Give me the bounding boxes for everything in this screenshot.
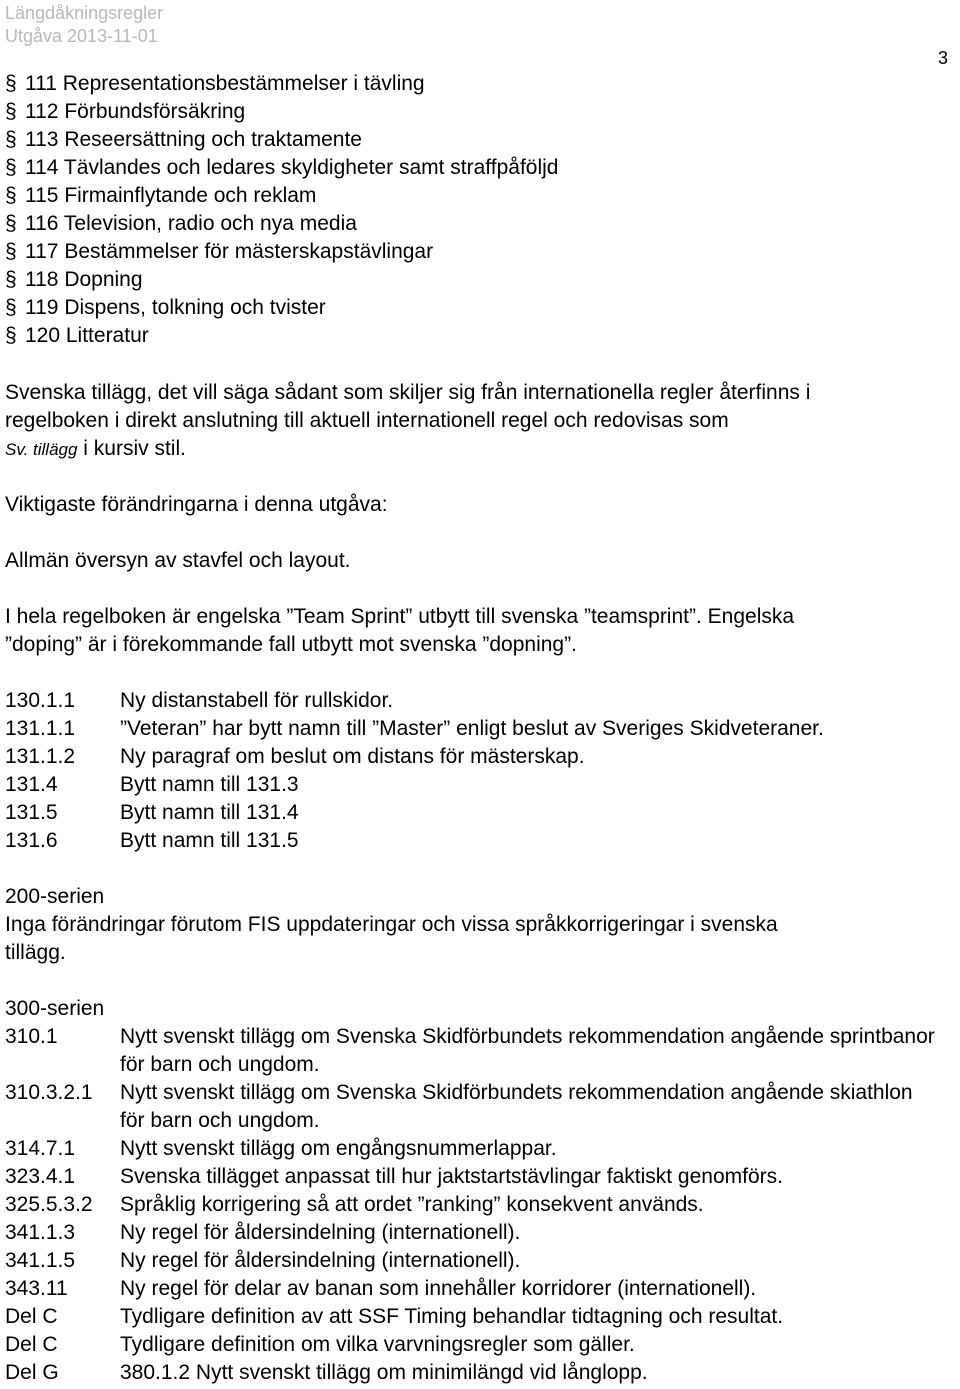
- section-text: 117 Bestämmelser för mästerskapstävlingar: [25, 240, 434, 263]
- section-item: [5, 238, 558, 266]
- section-item: [5, 266, 558, 294]
- section-item: [5, 98, 558, 126]
- rule-code: 131.6: [5, 829, 58, 852]
- change-row: [5, 687, 940, 715]
- change-text: Nytt svenskt tillägg om Svenska Skidförbundets rekommendation angående skiathlon för barn och ungdom.: [120, 1081, 913, 1132]
- section-symbol: §: [5, 184, 17, 207]
- change-row: [5, 799, 940, 827]
- change-row: [5, 1331, 940, 1359]
- document-title: Längdåkningsregler: [5, 3, 164, 23]
- rule-code: Del G: [5, 1361, 59, 1384]
- section-item: [5, 126, 558, 154]
- rule-code: Del C: [5, 1333, 58, 1356]
- rule-code: 343.11: [5, 1277, 68, 1300]
- series-100-changes: [5, 687, 940, 855]
- section-text: 120 Litteratur: [25, 324, 149, 347]
- section-symbol: §: [5, 128, 17, 151]
- change-row: [5, 1275, 940, 1303]
- rule-code: 314.7.1: [5, 1137, 76, 1160]
- change-row: [5, 1023, 940, 1079]
- rule-code: Del C: [5, 1305, 58, 1328]
- rule-code: 131.4: [5, 773, 58, 796]
- change-text: Tydligare definition av att SSF Timing behandlar tidtagning och resultat.: [120, 1305, 784, 1328]
- change-text: Språklig korrigering så att ordet ”ranking” konsekvent används.: [120, 1193, 704, 1216]
- section-item: [5, 70, 558, 98]
- series-200-line-1: Inga förändringar förutom FIS uppdateringar och vissa språkkorrigeringar i svenska: [5, 913, 778, 936]
- section-text: 113 Reseersättning och traktamente: [25, 128, 362, 151]
- rule-code: 341.1.5: [5, 1249, 76, 1272]
- section-item: [5, 322, 558, 350]
- rule-code: 130.1.1: [5, 689, 76, 712]
- change-text: Svenska tillägget anpassat till hur jaktstartstävlingar faktiskt genomförs.: [120, 1165, 783, 1188]
- section-text: 111 Representationsbestämmelser i tävling: [25, 72, 425, 95]
- change-text: Bytt namn till 131.4: [120, 801, 299, 824]
- change-text: Ny regel för delar av banan som innehåller korridorer (internationell).: [120, 1277, 757, 1300]
- change-text: Nytt svenskt tillägg om Svenska Skidförbundets rekommendation angående sprintbanor för barn och ungdom.: [120, 1025, 935, 1076]
- section-item: [5, 294, 558, 322]
- change-row: [5, 827, 940, 855]
- sprint-line-2: ”doping” är i förekommande fall utbytt mot svenska ”dopning”.: [5, 633, 577, 656]
- section-symbol: §: [5, 324, 17, 347]
- change-text: 380.1.2 Nytt svenskt tillägg om minimilängd vid långlopp.: [120, 1361, 648, 1384]
- sprint-line-1: I hela regelboken är engelska ”Team Sprint” utbytt till svenska ”teamsprint”. Engelska: [5, 605, 795, 628]
- change-row: [5, 715, 940, 743]
- section-text: 112 Förbundsförsäkring: [25, 100, 246, 123]
- rule-code: 131.1.1: [5, 717, 76, 740]
- change-row: [5, 1247, 940, 1275]
- section-item: [5, 210, 558, 238]
- section-text: 119 Dispens, tolkning och tvister: [25, 296, 326, 319]
- rule-code: 131.1.2: [5, 745, 76, 768]
- section-symbol: §: [5, 240, 17, 263]
- series-300-heading: 300-serien: [5, 997, 105, 1020]
- section-list: [5, 70, 558, 350]
- change-row: [5, 1135, 940, 1163]
- change-text: Ny distanstabell för rullskidor.: [120, 689, 394, 712]
- edition-date: Utgåva 2013-11-01: [5, 26, 158, 46]
- section-symbol: §: [5, 100, 17, 123]
- change-text: ”Veteran” har bytt namn till ”Master” enligt beslut av Sveriges Skidveteraner.: [120, 717, 824, 740]
- changes-heading: Viktigaste förändringarna i denna utgåva:: [5, 493, 388, 516]
- section-text: 118 Dopning: [25, 268, 143, 291]
- section-symbol: §: [5, 72, 17, 95]
- rule-code: 310.1: [5, 1025, 58, 1048]
- section-item: [5, 154, 558, 182]
- rule-code: 325.5.3.2: [5, 1193, 93, 1216]
- section-text: 114 Tävlandes och ledares skyldigheter samt straffpåföljd: [25, 156, 559, 179]
- intro-line-3: [5, 435, 186, 464]
- change-text: Bytt namn till 131.5: [120, 829, 299, 852]
- page-number: 3: [937, 48, 948, 68]
- intro-italic-term: Sv. tillägg: [5, 440, 78, 459]
- intro-line-1: Svenska tillägg, det vill säga sådant som skiljer sig från internationella regler återfinns i: [5, 381, 811, 404]
- section-text: 116 Television, radio och nya media: [25, 212, 357, 235]
- intro-line-2: regelboken i direkt anslutning till aktuell internationell regel och redovisas som: [5, 409, 729, 432]
- change-row: [5, 1303, 940, 1331]
- series-300-changes: [5, 1023, 940, 1387]
- series-200-heading: 200-serien: [5, 885, 105, 908]
- change-text: Ny regel för åldersindelning (internationell).: [120, 1221, 521, 1244]
- rule-code: 131.5: [5, 801, 58, 824]
- intro-line-3-rest: i kursiv stil.: [77, 437, 186, 460]
- section-symbol: §: [5, 212, 17, 235]
- change-text: Nytt svenskt tillägg om engångsnummerlappar.: [120, 1137, 557, 1160]
- section-item: [5, 182, 558, 210]
- change-row: [5, 1079, 940, 1135]
- change-row: [5, 1359, 940, 1387]
- change-row: [5, 1191, 940, 1219]
- change-text: Ny regel för åldersindelning (internationell).: [120, 1249, 521, 1272]
- rule-code: 310.3.2.1: [5, 1081, 93, 1104]
- series-200-line-2: tillägg.: [5, 941, 66, 964]
- change-row: [5, 743, 940, 771]
- section-symbol: §: [5, 296, 17, 319]
- section-symbol: §: [5, 156, 17, 179]
- change-text: Ny paragraf om beslut om distans för mästerskap.: [120, 745, 585, 768]
- section-symbol: §: [5, 268, 17, 291]
- change-text: Tydligare definition om vilka varvningsregler som gäller.: [120, 1333, 635, 1356]
- rule-code: 341.1.3: [5, 1221, 76, 1244]
- change-text: Bytt namn till 131.3: [120, 773, 299, 796]
- overview-text: Allmän översyn av stavfel och layout.: [5, 549, 351, 572]
- section-text: 115 Firmainflytande och reklam: [25, 184, 317, 207]
- change-row: [5, 1163, 940, 1191]
- change-row: [5, 1219, 940, 1247]
- rule-code: 323.4.1: [5, 1165, 76, 1188]
- change-row: [5, 771, 940, 799]
